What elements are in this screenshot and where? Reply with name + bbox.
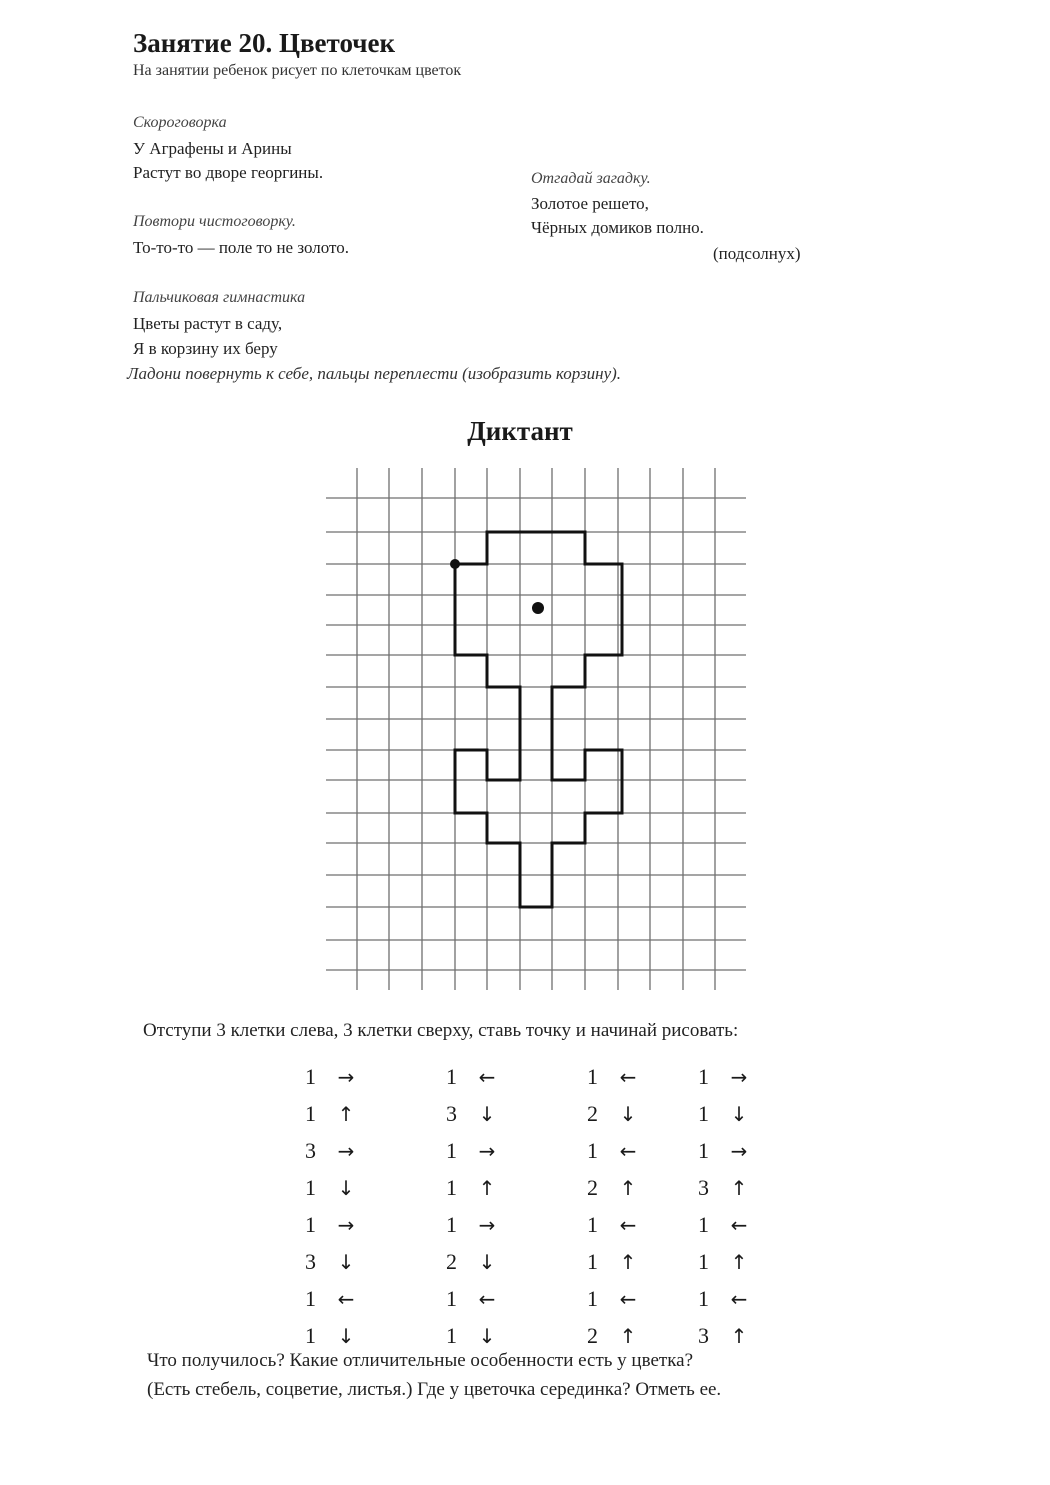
direction-arrow-icon: ↓	[337, 1175, 355, 1200]
command-step	[446, 1132, 536, 1169]
step-count: 1	[587, 1063, 598, 1089]
step-count: 3	[698, 1322, 709, 1348]
direction-arrow-icon: →	[337, 1064, 355, 1089]
direction-arrow-icon: ↓	[478, 1323, 496, 1348]
step-count: 3	[698, 1174, 709, 1200]
direction-arrow-icon: →	[337, 1138, 355, 1163]
step-count: 1	[587, 1285, 598, 1311]
step-count: 2	[446, 1248, 457, 1274]
command-step	[305, 1206, 395, 1243]
command-column	[446, 1058, 536, 1354]
question-line-1: Что получилось? Какие отличительные особенности есть у цветка?	[147, 1350, 693, 1371]
riddle-line-1: Золотое решето,	[531, 194, 649, 213]
command-step	[698, 1169, 788, 1206]
riddle-answer: (подсолнух)	[713, 244, 801, 263]
command-step	[698, 1206, 788, 1243]
step-count: 1	[587, 1248, 598, 1274]
step-count: 1	[698, 1063, 709, 1089]
command-step	[305, 1132, 395, 1169]
command-step	[305, 1280, 395, 1317]
command-step	[698, 1132, 788, 1169]
command-step	[698, 1243, 788, 1280]
dictation-title: Диктант	[467, 416, 573, 446]
direction-arrow-icon: ↓	[478, 1249, 496, 1274]
direction-arrow-icon: ↑	[619, 1175, 637, 1200]
step-count: 3	[305, 1248, 316, 1274]
direction-arrow-icon: →	[730, 1138, 748, 1163]
pure-phrase-heading: Повтори чистоговорку.	[133, 213, 296, 230]
direction-arrow-icon: →	[730, 1064, 748, 1089]
direction-arrow-icon: ←	[730, 1286, 748, 1311]
direction-arrow-icon: ↑	[337, 1101, 355, 1126]
step-count: 1	[446, 1063, 457, 1089]
riddle-line-2: Чёрных домиков полно.	[531, 218, 704, 237]
step-count: 2	[587, 1100, 598, 1126]
direction-arrow-icon: ↓	[337, 1249, 355, 1274]
step-count: 1	[446, 1211, 457, 1237]
command-step	[305, 1243, 395, 1280]
pure-phrase-line: То-то-то — поле то не золото.	[133, 238, 349, 257]
command-column	[587, 1058, 677, 1354]
direction-arrow-icon: →	[478, 1138, 496, 1163]
direction-arrow-icon: ↑	[730, 1249, 748, 1274]
command-step	[446, 1317, 536, 1354]
command-step	[446, 1206, 536, 1243]
tongue-twister-heading: Скороговорка	[133, 114, 227, 131]
command-step	[698, 1280, 788, 1317]
direction-arrow-icon: ↑	[619, 1323, 637, 1348]
direction-arrow-icon: ↑	[730, 1323, 748, 1348]
command-step	[587, 1317, 677, 1354]
step-count: 1	[305, 1322, 316, 1348]
command-step	[698, 1317, 788, 1354]
direction-arrow-icon: ←	[619, 1138, 637, 1163]
command-step	[698, 1095, 788, 1132]
step-count: 1	[305, 1063, 316, 1089]
command-step	[305, 1095, 395, 1132]
command-step	[446, 1280, 536, 1317]
step-count: 1	[305, 1174, 316, 1200]
step-count: 1	[698, 1137, 709, 1163]
command-step	[446, 1095, 536, 1132]
command-step	[305, 1058, 395, 1095]
step-count: 1	[587, 1137, 598, 1163]
riddle-heading: Отгадай загадку.	[531, 170, 651, 187]
step-count: 1	[698, 1100, 709, 1126]
step-count: 1	[305, 1285, 316, 1311]
finger-gym-heading: Пальчиковая гимнастика	[133, 289, 306, 306]
direction-arrow-icon: →	[478, 1212, 496, 1237]
step-count: 1	[698, 1285, 709, 1311]
direction-arrow-icon: ←	[619, 1212, 637, 1237]
lesson-title: Занятие 20. Цветочек	[133, 28, 396, 58]
step-count: 1	[446, 1137, 457, 1163]
command-step	[587, 1132, 677, 1169]
question-line-2: (Есть стебель, соцветие, листья.) Где у цветочка серединка? Отметь ее.	[147, 1379, 722, 1400]
step-count: 1	[305, 1211, 316, 1237]
command-step	[587, 1169, 677, 1206]
step-count: 1	[698, 1211, 709, 1237]
command-column	[698, 1058, 788, 1354]
direction-arrow-icon: ↓	[337, 1323, 355, 1348]
command-column	[305, 1058, 395, 1354]
command-step	[446, 1058, 536, 1095]
step-count: 3	[305, 1137, 316, 1163]
command-step	[305, 1317, 395, 1354]
step-count: 2	[587, 1174, 598, 1200]
direction-arrow-icon: ←	[730, 1212, 748, 1237]
direction-arrow-icon: ←	[478, 1064, 496, 1089]
direction-arrow-icon: ←	[619, 1286, 637, 1311]
direction-arrow-icon: ←	[478, 1286, 496, 1311]
command-step	[698, 1058, 788, 1095]
command-step	[446, 1169, 536, 1206]
step-count: 2	[587, 1322, 598, 1348]
direction-arrow-icon: ↓	[478, 1101, 496, 1126]
dictation-instruction: Отступи 3 клетки слева, 3 клетки сверху, ставь точку и начинай рисовать:	[143, 1020, 739, 1041]
step-count: 1	[698, 1248, 709, 1274]
direction-arrow-icon: ←	[337, 1286, 355, 1311]
command-step	[446, 1243, 536, 1280]
direction-arrow-icon: ↓	[730, 1101, 748, 1126]
command-step	[587, 1206, 677, 1243]
finger-gym-line-1: Цветы растут в саду,	[133, 314, 283, 333]
direction-arrow-icon: ↑	[478, 1175, 496, 1200]
finger-gym-line-2: Я в корзину их беру	[133, 339, 278, 358]
start-dot	[450, 559, 460, 569]
command-step	[587, 1058, 677, 1095]
direction-arrow-icon: ↑	[619, 1249, 637, 1274]
lesson-subtitle: На занятии ребенок рисует по клеточкам цветок	[133, 62, 462, 79]
tongue-twister-line-1: У Аграфены и Арины	[133, 139, 292, 158]
step-count: 1	[446, 1285, 457, 1311]
finger-gym-note: Ладони повернуть к себе, пальцы переплести (изобразить корзину).	[127, 364, 622, 383]
command-step	[587, 1243, 677, 1280]
flower-center-dot	[532, 602, 544, 614]
command-step	[587, 1280, 677, 1317]
command-step	[587, 1095, 677, 1132]
tongue-twister-line-2: Растут во дворе георгины.	[133, 163, 324, 182]
step-count: 1	[446, 1174, 457, 1200]
step-count: 1	[305, 1100, 316, 1126]
direction-arrow-icon: ↑	[730, 1175, 748, 1200]
direction-arrow-icon: →	[337, 1212, 355, 1237]
direction-arrow-icon: ←	[619, 1064, 637, 1089]
command-step	[305, 1169, 395, 1206]
direction-arrow-icon: ↓	[619, 1101, 637, 1126]
step-count: 1	[587, 1211, 598, 1237]
step-count: 3	[446, 1100, 457, 1126]
step-count: 1	[446, 1322, 457, 1348]
